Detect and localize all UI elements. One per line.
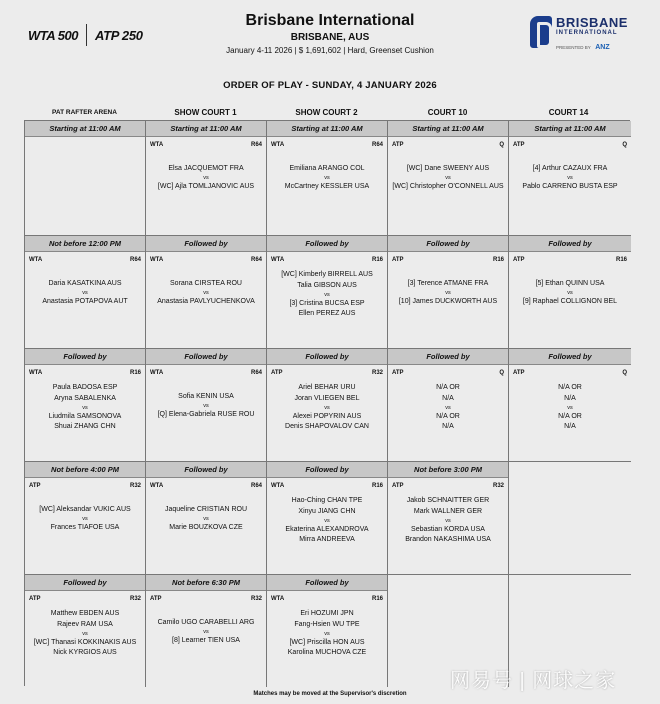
match-players: [146, 279, 266, 308]
match-cell: [388, 462, 509, 575]
player-name: Jaqueline CRISTIAN ROU: [164, 506, 248, 513]
court-header-2: SHOW COURT 1: [174, 108, 237, 117]
player-name: Frances TIAFOE USA: [50, 523, 120, 531]
round-label: R64: [250, 142, 262, 148]
match-start-time: Followed by: [509, 236, 631, 252]
player-name: Emiliana ARANGO COL: [289, 165, 365, 172]
court-header-3: SHOW COURT 2: [295, 108, 358, 117]
tournament-info: January 4-11 2026 | $ 1,691,602 | Hard, Greenset Cushion: [226, 46, 434, 55]
player-name: Fang-Hsien WU TPE: [294, 620, 360, 628]
player-name: Alexei POPYRIN AUS: [292, 412, 362, 420]
player-name: McCartney KESSLER USA: [284, 182, 370, 190]
match-meta: [146, 137, 266, 148]
match-players: [388, 383, 508, 433]
match-start-time: Not before 3:00 PM: [388, 462, 508, 478]
match-meta: [388, 365, 508, 376]
atp-250-logo: ATP 250: [94, 27, 143, 43]
match-start-time: Starting at 11:00 AM: [509, 121, 631, 137]
tour-label: WTA: [271, 257, 285, 263]
tour-label: WTA: [271, 596, 285, 602]
player-name: Mark WALLNER GER: [413, 507, 483, 515]
match-start-time: Followed by: [146, 349, 266, 365]
player-name: Liudmila SAMSONOVA: [48, 412, 122, 420]
vs-label: vs: [445, 289, 451, 296]
player-name: N/A OR: [558, 412, 582, 420]
brand-presented-by: PRESENTED BY: [556, 45, 591, 50]
player-name: [4] Arthur CAZAUX FRA: [532, 165, 608, 172]
brisbane-b-icon: [530, 16, 552, 48]
match-cell: [146, 349, 267, 462]
player-name: Eri HOZUMI JPN: [300, 610, 354, 617]
player-name: Jakob SCHNAITTER GER: [406, 497, 490, 504]
match-start-time: Followed by: [509, 349, 631, 365]
match-cell: [25, 236, 146, 349]
round-label: R16: [615, 257, 627, 263]
vs-label: vs: [324, 291, 330, 298]
player-name: Anastasia PAVLYUCHENKOVA: [157, 297, 255, 305]
round-label: R64: [250, 483, 262, 489]
order-of-play-title: ORDER OF PLAY - SUNDAY, 4 JANUARY 2026: [223, 80, 437, 91]
match-players: [146, 392, 266, 421]
player-name: Shuai ZHANG CHN: [54, 423, 116, 431]
player-name: Denis SHAPOVALOV CAN: [285, 423, 369, 431]
round-label: R32: [492, 483, 504, 489]
round-label: Q: [499, 370, 504, 376]
player-name: N/A: [442, 423, 454, 431]
round-label: R16: [492, 257, 504, 263]
vs-label: vs: [203, 628, 209, 635]
player-name: [5] Ethan QUINN USA: [535, 280, 605, 287]
match-meta: [388, 137, 508, 148]
tour-logos: [28, 24, 143, 46]
match-meta: [146, 591, 266, 602]
player-name: Ekaterina ALEXANDROVA: [285, 525, 369, 533]
player-name: Joran VLIEGEN BEL: [294, 394, 360, 402]
tour-label: ATP: [392, 370, 404, 376]
player-name: [3] Terence ATMANE FRA: [407, 280, 489, 287]
match-start-time: Not before 4:00 PM: [25, 462, 145, 478]
player-name: [10] James DUCKWORTH AUS: [398, 297, 498, 305]
round-label: R64: [129, 257, 141, 263]
match-start-time: Followed by: [267, 236, 387, 252]
match-start-time: Followed by: [25, 575, 145, 591]
wta-500-logo: WTA 500: [28, 27, 78, 43]
player-name: [WC] Christopher O'CONNELL AUS: [392, 182, 504, 190]
match-start-time: Starting at 11:00 AM: [146, 121, 266, 137]
round-label: R64: [250, 370, 262, 376]
round-label: Q: [499, 142, 504, 148]
match-players: [25, 505, 145, 534]
tour-label: WTA: [150, 257, 164, 263]
tour-label: WTA: [150, 483, 164, 489]
vs-label: vs: [82, 515, 88, 522]
tour-label: WTA: [150, 142, 164, 148]
footer-note: Matches may be moved at the Supervisor's discretion: [253, 691, 407, 697]
match-start-time: Starting at 11:00 AM: [388, 121, 508, 137]
player-name: Brandon NAKASHIMA USA: [405, 536, 491, 544]
match-players: [388, 496, 508, 546]
match-players: [267, 164, 387, 193]
vs-label: vs: [324, 630, 330, 637]
player-name: Xinyu JIANG CHN: [298, 507, 356, 515]
match-cell: [25, 462, 146, 575]
match-meta: [25, 365, 145, 376]
match-cell: [509, 236, 631, 349]
player-name: N/A: [564, 394, 576, 402]
player-name: [WC] Thanasi KOKKINAKIS AUS: [33, 638, 137, 646]
court-header-1: PAT RAFTER ARENA: [52, 109, 117, 116]
match-meta: [509, 137, 631, 148]
player-name: Anastasia POTAPOVA AUT: [42, 297, 128, 305]
round-label: R16: [371, 483, 383, 489]
match-meta: [267, 252, 387, 263]
match-players: [25, 279, 145, 308]
player-name: Ellen PEREZ AUS: [298, 310, 356, 318]
tournament-title: Brisbane International: [245, 12, 415, 29]
match-players: [509, 279, 631, 308]
header: [0, 0, 660, 70]
vs-label: vs: [203, 289, 209, 296]
brand-subtitle: INTERNATIONAL: [556, 30, 618, 36]
match-players: [509, 164, 631, 193]
player-name: Sorana CIRSTEA ROU: [170, 280, 242, 287]
match-cell: [267, 349, 388, 462]
match-cell: [388, 121, 509, 236]
match-cell: [25, 349, 146, 462]
match-start-time: Followed by: [388, 236, 508, 252]
match-cell: [146, 575, 267, 687]
match-start-time: Followed by: [25, 349, 145, 365]
player-name: Rajeev RAM USA: [57, 620, 113, 628]
match-start-time: Starting at 11:00 AM: [25, 121, 145, 137]
vs-label: vs: [82, 404, 88, 411]
tour-label: ATP: [271, 370, 283, 376]
match-meta: [267, 591, 387, 602]
tour-label: ATP: [29, 596, 41, 602]
match-players: [146, 505, 266, 534]
player-name: Matthew EBDEN AUS: [50, 610, 120, 617]
match-meta: [146, 365, 266, 376]
match-start-time: Followed by: [267, 575, 387, 591]
vs-label: vs: [82, 289, 88, 296]
tour-label: WTA: [271, 483, 285, 489]
tour-label: ATP: [513, 257, 525, 263]
match-players: [25, 609, 145, 659]
player-name: [Q] Elena-Gabriela RUSE ROU: [157, 410, 255, 418]
match-players: [388, 279, 508, 308]
player-name: Sebastian KORDA USA: [411, 525, 485, 533]
match-start-time: Starting at 11:00 AM: [267, 121, 387, 137]
match-meta: [267, 137, 387, 148]
player-name: [8] Learner TIEN USA: [172, 636, 240, 644]
match-cell: [267, 575, 388, 687]
round-label: R64: [250, 257, 262, 263]
tour-label: WTA: [29, 257, 43, 263]
court-header-4: COURT 10: [427, 108, 468, 117]
match-start-time: Followed by: [146, 462, 266, 478]
match-start-time: Followed by: [146, 236, 266, 252]
player-name: N/A: [564, 423, 576, 431]
match-cell: [509, 349, 631, 462]
match-start-time: Not before 6:30 PM: [146, 575, 266, 591]
player-name: [WC] Ajla TOMLJANOVIC AUS: [157, 182, 255, 190]
vs-label: vs: [445, 174, 451, 181]
match-players: [146, 164, 266, 193]
match-start-time: Not before 12:00 PM: [25, 236, 145, 252]
round-label: R32: [129, 483, 141, 489]
player-name: Hao-Ching CHAN TPE: [291, 497, 363, 504]
match-players: [267, 383, 387, 433]
player-name: [WC] Aleksandar VUKIC AUS: [39, 506, 131, 513]
court-header-5: COURT 14: [548, 108, 589, 117]
match-cell: [25, 575, 146, 687]
vs-label: vs: [203, 515, 209, 522]
anz-logo: ANZ: [595, 44, 610, 51]
match-players: [388, 164, 508, 193]
round-label: R32: [371, 370, 383, 376]
player-name: Daria KASATKINA AUS: [48, 280, 122, 287]
player-name: [WC] Kimberly BIRRELL AUS: [281, 271, 373, 278]
match-start-time: Followed by: [267, 349, 387, 365]
vs-label: vs: [567, 174, 573, 181]
tour-label: ATP: [392, 483, 404, 489]
schedule-grid: [24, 120, 630, 686]
match-cell: [146, 236, 267, 349]
player-name: [9] Raphael COLLIGNON BEL: [522, 297, 618, 305]
vs-label: vs: [324, 174, 330, 181]
match-start-time: Followed by: [388, 349, 508, 365]
match-players: [146, 618, 266, 647]
match-cell: [388, 349, 509, 462]
tour-label: WTA: [271, 142, 285, 148]
match-cell: [25, 121, 146, 236]
brisbane-international-logo: [530, 16, 628, 54]
player-name: Camilo UGO CARABELLI ARG: [157, 619, 255, 626]
player-name: N/A OR: [436, 412, 460, 420]
tour-label: ATP: [150, 596, 162, 602]
tour-label: ATP: [392, 142, 404, 148]
match-players: [267, 609, 387, 659]
match-players: [267, 496, 387, 546]
match-start-time: Followed by: [267, 462, 387, 478]
player-name: Elsa JACQUEMOT FRA: [168, 165, 244, 172]
match-meta: [388, 478, 508, 489]
match-meta: [146, 478, 266, 489]
vs-label: vs: [567, 289, 573, 296]
vs-label: vs: [203, 402, 209, 409]
match-meta: [25, 252, 145, 263]
match-cell: [267, 121, 388, 236]
match-players: [267, 270, 387, 320]
match-meta: [25, 478, 145, 489]
watermark: 网易号 | 网球之家: [450, 670, 617, 692]
round-label: Q: [622, 370, 627, 376]
player-name: Ariel BEHAR URU: [298, 384, 356, 391]
match-cell: [146, 462, 267, 575]
vs-label: vs: [445, 517, 451, 524]
match-cell: [509, 462, 631, 575]
match-meta: [25, 591, 145, 602]
round-label: R16: [371, 596, 383, 602]
player-name: Pablo CARRENO BUSTA ESP: [522, 182, 618, 190]
round-label: R16: [371, 257, 383, 263]
brand-name: BRISBANE: [556, 15, 628, 30]
match-cell: [267, 462, 388, 575]
match-cell: [509, 121, 631, 236]
match-players: [509, 383, 631, 433]
tournament-title-block: [180, 12, 480, 55]
match-players: [25, 383, 145, 433]
player-name: Nick KYRGIOS AUS: [53, 649, 117, 657]
tour-label: WTA: [150, 370, 164, 376]
round-label: R32: [129, 596, 141, 602]
round-label: R32: [250, 596, 262, 602]
vs-label: vs: [82, 630, 88, 637]
player-name: Karolina MUCHOVA CZE: [287, 649, 367, 657]
player-name: [WC] Dane SWEENY AUS: [406, 165, 490, 172]
match-meta: [267, 365, 387, 376]
player-name: N/A OR: [558, 384, 582, 391]
match-meta: [146, 252, 266, 263]
player-name: Aryna SABALENKA: [54, 394, 116, 402]
tour-label: ATP: [513, 142, 525, 148]
player-name: Mirra ANDREEVA: [299, 536, 355, 544]
match-meta: [509, 365, 631, 376]
player-name: [3] Cristina BUCSA ESP: [289, 299, 365, 307]
match-meta: [509, 252, 631, 263]
match-cell: [388, 236, 509, 349]
vs-label: vs: [324, 517, 330, 524]
tour-label: ATP: [29, 483, 41, 489]
player-name: N/A OR: [436, 384, 460, 391]
tour-label: WTA: [29, 370, 43, 376]
logo-divider: [86, 24, 87, 46]
round-label: R16: [129, 370, 141, 376]
vs-label: vs: [324, 404, 330, 411]
round-label: Q: [622, 142, 627, 148]
tour-label: ATP: [392, 257, 404, 263]
match-cell: [146, 121, 267, 236]
round-label: R64: [371, 142, 383, 148]
player-name: Marie BOUZKOVA CZE: [169, 523, 243, 531]
player-name: [WC] Priscilla HON AUS: [289, 638, 365, 646]
tournament-location: BRISBANE, AUS: [290, 32, 370, 43]
player-name: Paula BADOSA ESP: [52, 384, 118, 391]
vs-label: vs: [203, 174, 209, 181]
vs-label: vs: [445, 404, 451, 411]
match-meta: [388, 252, 508, 263]
vs-label: vs: [567, 404, 573, 411]
player-name: N/A: [442, 394, 454, 402]
match-meta: [267, 478, 387, 489]
tour-label: ATP: [513, 370, 525, 376]
match-cell: [267, 236, 388, 349]
player-name: Sofia KENIN USA: [178, 393, 234, 400]
player-name: Talia GIBSON AUS: [297, 281, 357, 289]
